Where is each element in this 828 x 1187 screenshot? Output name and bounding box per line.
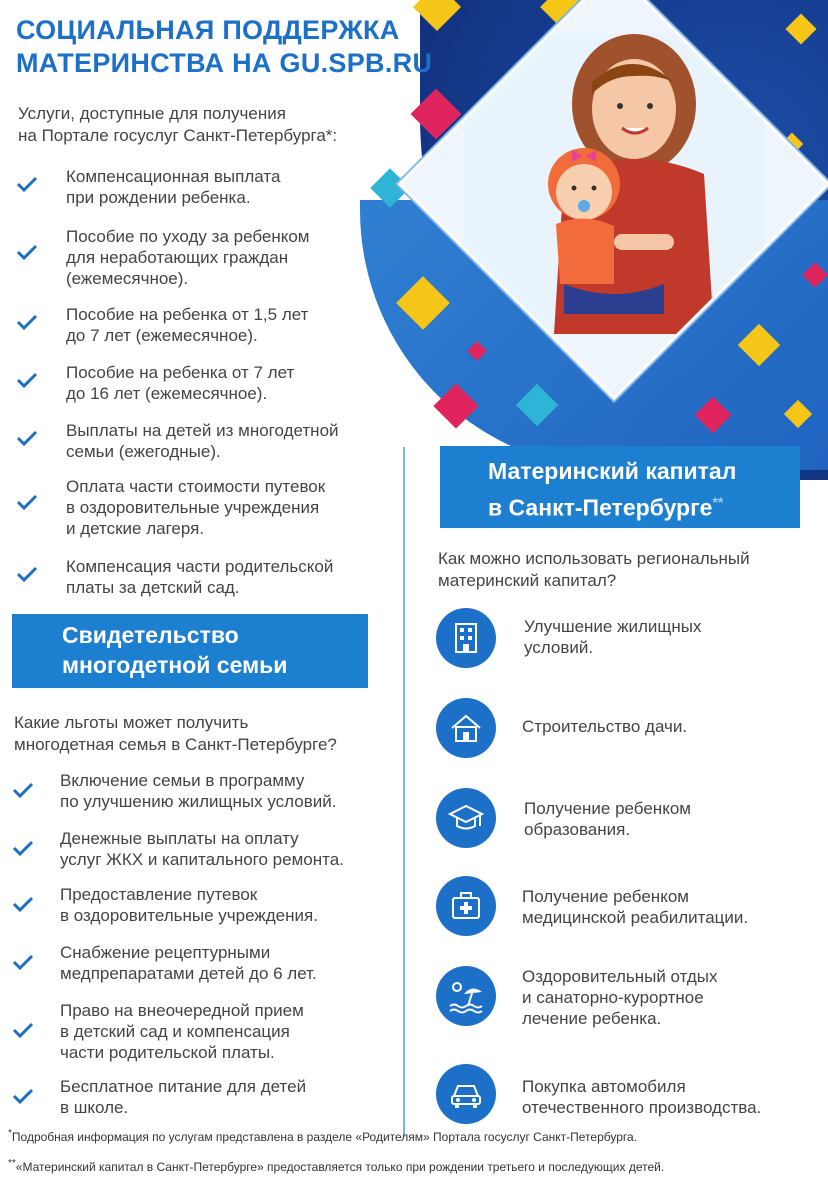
check-icon (16, 372, 38, 388)
question-line-1: Как можно использовать региональный (438, 549, 750, 568)
column-divider (403, 447, 405, 1137)
item-line: в оздоровительные учреждения. (60, 906, 318, 925)
item-line: Компенсация части родительской (66, 557, 334, 576)
list-item (16, 556, 333, 598)
list-item (522, 716, 687, 737)
item-line: Строительство дачи. (522, 717, 688, 736)
list-item (522, 1076, 761, 1118)
intro-line-2: на Портале госуслуг Санкт-Петербурга*: (18, 126, 338, 145)
list-item (16, 304, 308, 346)
item-line: Оплата части стоимости путевок (66, 477, 326, 496)
maternity-capital-banner (440, 446, 800, 528)
maternity-question (438, 548, 750, 592)
item-line: медпрепаратами детей до 6 лет. (60, 964, 317, 983)
item-line: семьи (ежегодные). (66, 442, 221, 461)
intro-text (18, 103, 378, 147)
list-item (524, 798, 691, 840)
list-item (12, 942, 317, 984)
footnote-mark: ** (712, 494, 724, 510)
list-item (16, 362, 294, 404)
check-icon (12, 896, 34, 912)
graduation-cap-icon (436, 788, 496, 848)
item-line: при рождении ребенка. (66, 188, 251, 207)
list-item (524, 616, 701, 658)
list-item (16, 476, 325, 539)
apartment-building-icon (436, 608, 496, 668)
item-line: в оздоровительные учреждения (66, 498, 320, 517)
item-line: и санаторно-курортное (522, 988, 704, 1007)
footnote-1 (8, 1128, 637, 1144)
check-icon (12, 840, 34, 856)
question-line-2: многодетная семья в Санкт-Петербурге? (14, 735, 337, 754)
banner-line-1: Материнский капитал (488, 458, 737, 484)
item-line: и детские лагеря. (66, 519, 205, 538)
large-family-question (14, 712, 337, 756)
item-line: Выплаты на детей из многодетной (66, 421, 339, 440)
check-icon (12, 1022, 34, 1038)
item-line: в детский сад и компенсация (60, 1022, 290, 1041)
item-line: Покупка автомобиля (522, 1077, 686, 1096)
item-line: Предоставление путевок (60, 885, 258, 904)
check-icon (16, 566, 38, 582)
medical-kit-icon (436, 876, 496, 936)
footnote-2 (8, 1158, 664, 1174)
item-line: Бесплатное питание для детей (60, 1077, 307, 1096)
list-item (522, 966, 717, 1029)
item-line: Снабжение рецептурными (60, 943, 271, 962)
large-family-banner (12, 614, 368, 688)
check-icon (16, 176, 38, 192)
list-item (12, 1000, 304, 1063)
item-line: до 7 лет (ежемесячное). (66, 326, 258, 345)
country-house-icon (436, 698, 496, 758)
title-line-2: МАТЕРИНСТВА НА GU.SPB.RU (16, 48, 433, 78)
title-line-1: СОЦИАЛЬНАЯ ПОДДЕРЖКА (16, 15, 400, 45)
item-line: части родительской платы. (60, 1043, 275, 1062)
list-item (12, 828, 344, 870)
intro-line-1: Услуги, доступные для получения (18, 104, 286, 123)
list-item (12, 770, 336, 812)
list-item (16, 226, 310, 289)
mother-child-drawing (464, 34, 764, 334)
check-icon (16, 314, 38, 330)
check-icon (16, 244, 38, 260)
item-line: лечение ребенка. (522, 1009, 662, 1028)
item-line: Компенсационная выплата (66, 167, 281, 186)
item-line: Право на внеочередной прием (60, 1001, 304, 1020)
check-icon (12, 1088, 34, 1104)
item-line: в школе. (60, 1098, 129, 1117)
page-title (16, 14, 432, 80)
list-item (12, 1076, 306, 1118)
list-item (16, 420, 339, 462)
list-item (16, 166, 280, 208)
footnote-mark: * (8, 1128, 12, 1139)
item-line: по улучшению жилищных условий. (60, 792, 337, 811)
list-item (522, 886, 748, 928)
check-icon (16, 430, 38, 446)
item-line: услуг ЖКХ и капитального ремонта. (60, 850, 344, 869)
question-line-2: материнский капитал? (438, 571, 617, 590)
banner-line-1: Свидетельство (62, 622, 239, 648)
item-line: Включение семьи в программу (60, 771, 305, 790)
item-line: Получение ребенком (522, 887, 689, 906)
question-line-1: Какие льготы может получить (14, 713, 249, 732)
footnote-text: «Материнский капитал в Санкт-Петербурге» предоставляется только при рождении третьего и последующих детей. (15, 1160, 665, 1174)
beach-umbrella-icon (436, 966, 496, 1026)
check-icon (12, 782, 34, 798)
item-line: Пособие на ребенка от 1,5 лет (66, 305, 309, 324)
item-line: Получение ребенком (524, 799, 691, 818)
item-line: Улучшение жилищных (524, 617, 702, 636)
item-line: Пособие на ребенка от 7 лет (66, 363, 295, 382)
item-line: медицинской реабилитации. (522, 908, 749, 927)
check-icon (16, 494, 38, 510)
item-line: платы за детский сад. (66, 578, 240, 597)
item-line: отечественного производства. (522, 1098, 762, 1117)
item-line: Пособие по уходу за ребенком (66, 227, 310, 246)
item-line: условий. (524, 638, 594, 657)
check-icon (12, 954, 34, 970)
item-line: для неработающих граждан (66, 248, 289, 267)
item-line: до 16 лет (ежемесячное). (66, 384, 268, 403)
banner-line-2: многодетной семьи (62, 652, 288, 678)
banner-line-2: в Санкт-Петербурге (488, 494, 713, 521)
item-line: Оздоровительный отдых (522, 967, 718, 986)
car-icon (436, 1064, 496, 1124)
list-item (12, 884, 318, 926)
item-line: образования. (524, 820, 631, 839)
footnote-mark: ** (8, 1158, 16, 1169)
item-line: (ежемесячное). (66, 269, 189, 288)
item-line: Денежные выплаты на оплату (60, 829, 299, 848)
footnote-text: Подробная информация по услугам представлена в разделе «Родителям» Портала госуслуг Санкт-Петербурга. (11, 1130, 638, 1144)
